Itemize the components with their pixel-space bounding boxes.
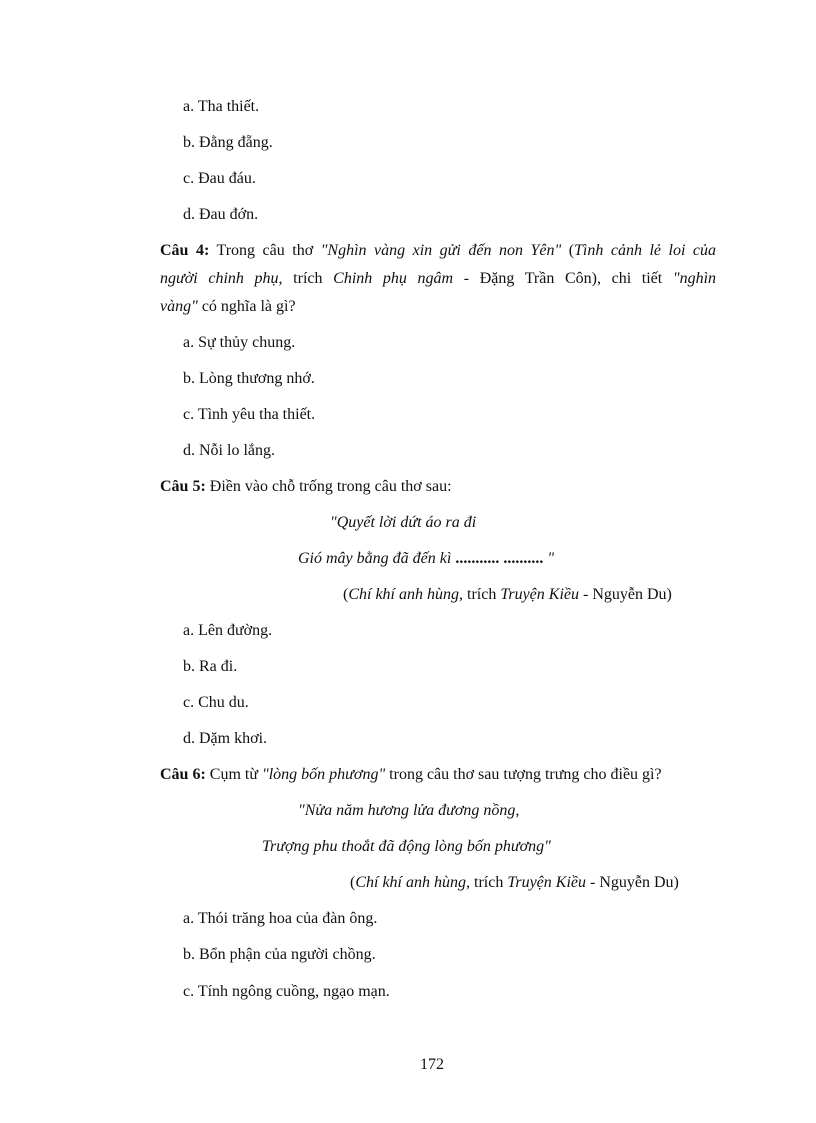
q6-option-c: c. Tính ngông cuồng, ngạo mạn. bbox=[183, 983, 390, 1000]
q4-line-3: vàng" có nghĩa là gì? bbox=[160, 298, 296, 315]
q4-term-2: vàng" bbox=[160, 298, 198, 315]
q6-verse-1: "Nửa năm hương lửa đương nồng, bbox=[298, 802, 520, 819]
q4-option-b: b. Lòng thương nhớ. bbox=[183, 370, 315, 387]
q4-option-d: d. Nỗi lo lắng. bbox=[183, 442, 275, 459]
q4-line-1: Câu 4: Trong câu thơ "Nghìn vàng xin gửi đến non Yên" (Tình cảnh lẻ loi của bbox=[160, 242, 717, 259]
q4-label: Câu 4: bbox=[160, 242, 210, 259]
page-number: 172 bbox=[420, 1056, 444, 1073]
q5-label: Câu 5: bbox=[160, 478, 206, 495]
q4-source: Tình cảnh lẻ loi của bbox=[574, 242, 717, 259]
q5-line-1 bbox=[160, 477, 452, 497]
q5-option-a: a. Lên đường. bbox=[183, 622, 273, 639]
q4-option-a: a. Sự thủy chung. bbox=[183, 334, 296, 351]
q5-text: Điền vào chỗ trống trong câu thơ sau: bbox=[209, 478, 452, 495]
q6-term: "lòng bốn phương" bbox=[262, 766, 386, 783]
q4-term: "nghìn bbox=[672, 270, 717, 287]
q4-option-c: c. Tình yêu tha thiết. bbox=[183, 406, 316, 423]
q6-option-b: b. Bổn phận của người chồng. bbox=[183, 946, 376, 963]
q3-option-a: a. Tha thiết. bbox=[183, 98, 260, 115]
q5-option-c: c. Chu du. bbox=[183, 694, 249, 711]
q6-label: Câu 6: bbox=[160, 766, 206, 783]
q4-text: Trong câu thơ bbox=[216, 242, 314, 259]
q3-option-c: c. Đau đáu. bbox=[183, 170, 256, 187]
q6-verse-2: Trượng phu thoắt đã động lòng bốn phương" bbox=[262, 838, 551, 855]
q6-source: (Chí khí anh hùng, trích Truyện Kiều - Nguyễn Du) bbox=[350, 874, 679, 891]
q5-verse-2: Gió mây bằng đã đến kì ........... .......... " bbox=[298, 550, 555, 567]
q5-option-b: b. Ra đi. bbox=[183, 658, 238, 675]
q6-option-a: a. Thói trăng hoa của đàn ông. bbox=[183, 910, 378, 927]
q3-option-d: d. Đau đớn. bbox=[183, 206, 259, 223]
q5-blank: ........... .......... bbox=[455, 550, 544, 567]
q3-option-b: b. Đằng đẵng. bbox=[183, 134, 273, 151]
q5-verse-1: "Quyết lời dứt áo ra đi bbox=[330, 514, 477, 531]
q4-source-2: người chinh phụ bbox=[160, 270, 279, 287]
q5-source: (Chí khí anh hùng, trích Truyện Kiều - Nguyễn Du) bbox=[343, 586, 672, 603]
q6-line-1: Câu 6: Cụm từ "lòng bốn phương" trong câu thơ sau tượng trưng cho điều gì? bbox=[160, 766, 662, 783]
q4-line-2: người chinh phụ, trích Chinh phụ ngâm - Đặng Trần Côn), chi tiết "nghìn bbox=[160, 270, 717, 287]
q4-work: Chinh phụ ngâm bbox=[333, 270, 454, 287]
q4-quote: "Nghìn vàng xin gửi đến non Yên" bbox=[320, 242, 562, 259]
q5-option-d: d. Dặm khơi. bbox=[183, 730, 268, 747]
